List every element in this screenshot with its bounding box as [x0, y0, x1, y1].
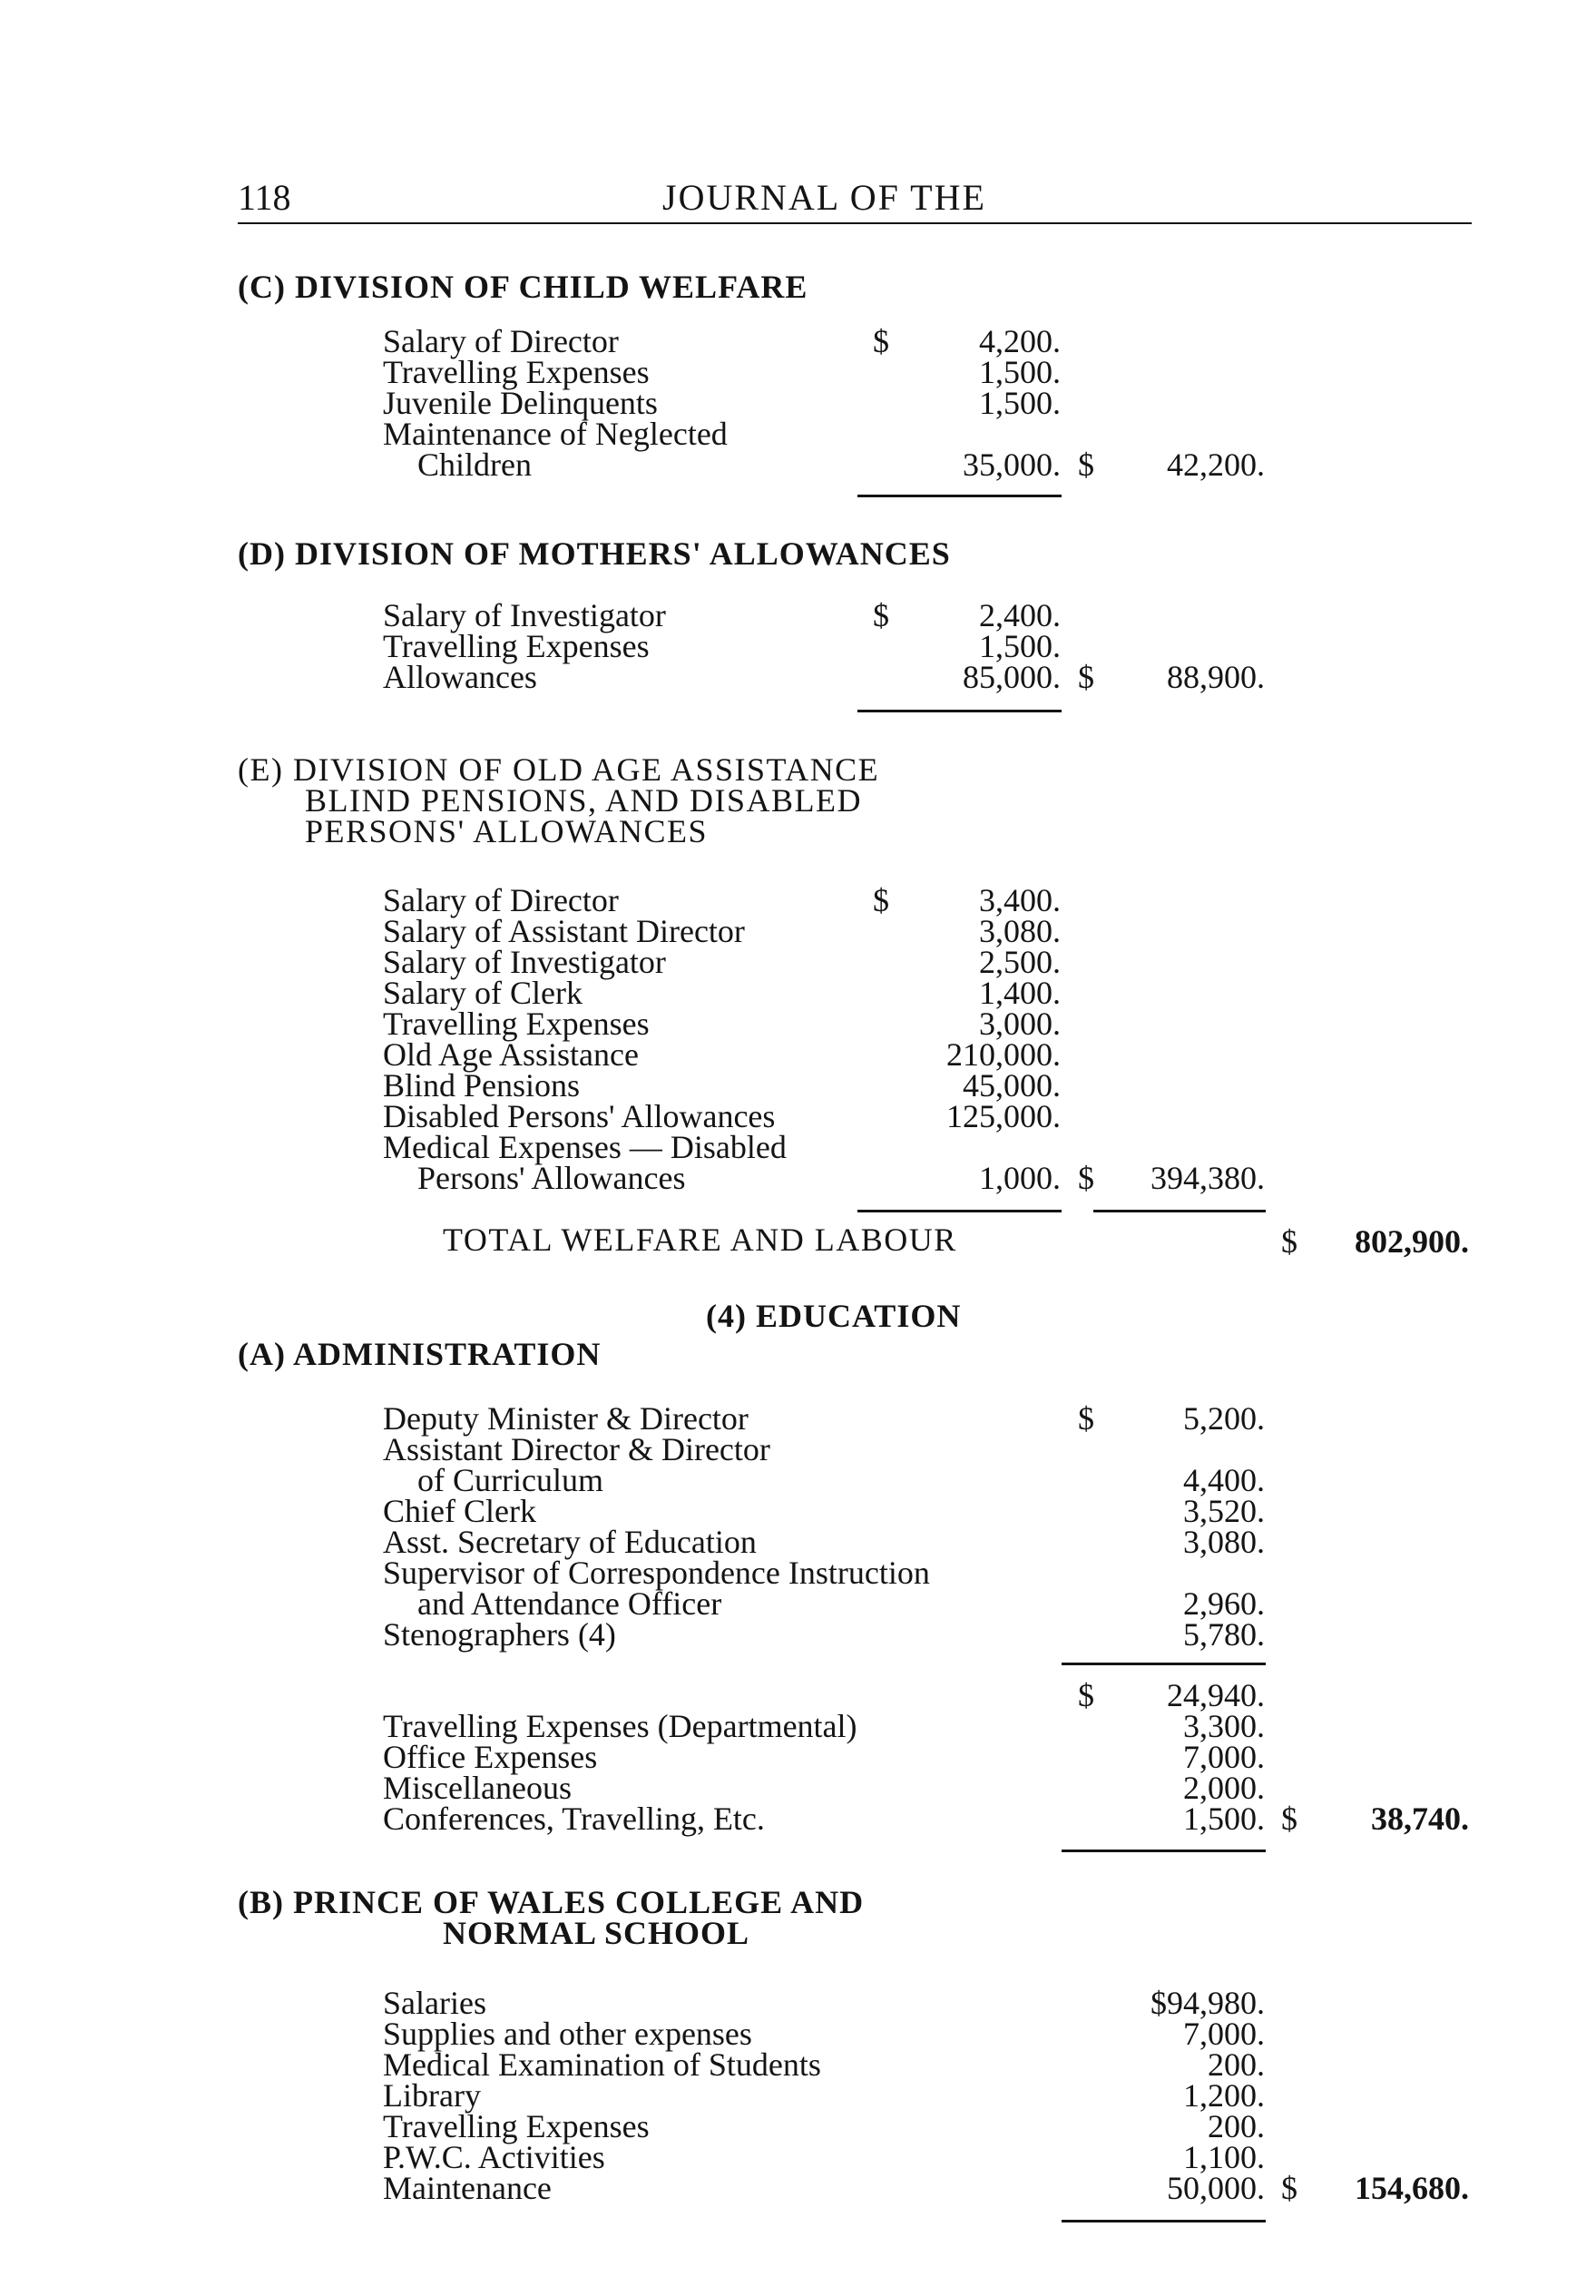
sec-e-item: Salary of Assistant Director — [383, 913, 745, 949]
sec-c-item: Maintenance of Neglected — [383, 416, 728, 452]
admin-item: Assistant Director & Director — [383, 1431, 770, 1467]
sum-rule — [857, 710, 1062, 712]
sec-e-item: Travelling Expenses — [383, 1006, 650, 1042]
sec-e-amount: 2,500. — [979, 944, 1061, 980]
sec-b-item: Maintenance — [383, 2170, 552, 2206]
sec-e-item: Persons' Allowances — [417, 1160, 686, 1196]
admin-item: Supervisor of Correspondence Instruction — [383, 1555, 930, 1591]
dollar-sign: $ — [873, 323, 889, 359]
page-number: 118 — [238, 177, 291, 218]
sec-b-amount: 1,100. — [1183, 2139, 1265, 2175]
sec-e-item: Medical Expenses — Disabled — [383, 1129, 787, 1165]
sec-b-item: P.W.C. Activities — [383, 2139, 605, 2175]
sec-d-item: Allowances — [383, 659, 537, 695]
sec-b-total: 154,680. — [1355, 2170, 1469, 2206]
sec-b-amount: 50,000. — [1167, 2170, 1265, 2206]
dollar-sign: $ — [1281, 1800, 1297, 1837]
total-welfare-label: TOTAL WELFARE AND LABOUR — [443, 1222, 957, 1258]
sec-b-item: Salaries — [383, 1985, 486, 2021]
sec-b-item: Library — [383, 2077, 481, 2114]
sec-b-item: Supplies and other expenses — [383, 2016, 752, 2052]
sec-b-amount: $94,980. — [1150, 1985, 1265, 2021]
sec-c-item: Juvenile Delinquents — [383, 385, 658, 421]
sec-d-item: Salary of Investigator — [383, 597, 666, 633]
admin-total: 38,740. — [1371, 1800, 1469, 1837]
dollar-sign: $ — [1078, 1677, 1094, 1713]
total-welfare-amount: 802,900. — [1355, 1223, 1469, 1260]
admin-other-amount: 1,500. — [1183, 1800, 1265, 1837]
admin-other-amount: 2,000. — [1183, 1770, 1265, 1806]
sec-d-item: Travelling Expenses — [383, 628, 650, 664]
admin-item: Stenographers (4) — [383, 1616, 616, 1653]
sec-e-item: Old Age Assistance — [383, 1036, 639, 1073]
admin-item: Deputy Minister & Director — [383, 1400, 749, 1437]
admin-title: (A) ADMINISTRATION — [238, 1336, 602, 1372]
section-c-title: (C) DIVISION OF CHILD WELFARE — [238, 269, 808, 305]
sec-e-subtotal: 394,380. — [1150, 1160, 1265, 1196]
running-title: JOURNAL OF THE — [662, 177, 986, 218]
dollar-sign: $ — [873, 882, 889, 918]
admin-other-item: Travelling Expenses (Departmental) — [383, 1708, 857, 1744]
sec-c-amount: 1,500. — [979, 354, 1061, 390]
admin-amount: 2,960. — [1183, 1585, 1265, 1622]
section-e-title: PERSONS' ALLOWANCES — [305, 813, 709, 849]
sec-b-item: Travelling Expenses — [383, 2108, 650, 2144]
sec-c-item: Travelling Expenses — [383, 354, 650, 390]
admin-amount: 5,200. — [1183, 1400, 1265, 1437]
sum-rule — [857, 1210, 1062, 1212]
sec-e-amount: 45,000. — [963, 1067, 1061, 1104]
sum-rule — [857, 495, 1062, 497]
sec-e-amount: 3,000. — [979, 1006, 1061, 1042]
sec-b-amount: 1,200. — [1183, 2077, 1265, 2114]
sec-c-item: Children — [417, 446, 532, 483]
admin-amount: 3,080. — [1183, 1524, 1265, 1560]
admin-amount: 5,780. — [1183, 1616, 1265, 1653]
admin-subtotal: 24,940. — [1167, 1677, 1265, 1713]
sec-e-amount: 125,000. — [946, 1098, 1061, 1134]
admin-item: Asst. Secretary of Education — [383, 1524, 757, 1560]
admin-amount: 3,520. — [1183, 1493, 1265, 1529]
section-d-title: (D) DIVISION OF MOTHERS' ALLOWANCES — [238, 535, 951, 572]
dollar-sign: $ — [1078, 1160, 1094, 1196]
sec-c-amount: 35,000. — [963, 446, 1061, 483]
section-b-title: NORMAL SCHOOL — [443, 1915, 750, 1951]
sum-rule — [1062, 1663, 1266, 1665]
dollar-sign: $ — [1281, 2170, 1297, 2206]
sec-e-item: Disabled Persons' Allowances — [383, 1098, 776, 1134]
sum-rule — [1062, 1850, 1266, 1852]
sec-b-amount: 7,000. — [1183, 2016, 1265, 2052]
sec-e-item: Blind Pensions — [383, 1067, 581, 1104]
sec-c-amount: 4,200. — [979, 323, 1061, 359]
sum-rule — [1062, 2220, 1266, 2222]
section-b-title: (B) PRINCE OF WALES COLLEGE AND — [238, 1884, 865, 1920]
sec-b-amount: 200. — [1208, 2108, 1265, 2144]
header-rule — [238, 222, 1472, 224]
dollar-sign: $ — [1281, 1223, 1297, 1260]
sec-e-amount: 210,000. — [946, 1036, 1061, 1073]
admin-item: of Curriculum — [417, 1462, 603, 1498]
sec-d-amount: 2,400. — [979, 597, 1061, 633]
admin-other-item: Miscellaneous — [383, 1770, 572, 1806]
admin-item: and Attendance Officer — [417, 1585, 722, 1622]
sec-b-item: Medical Examination of Students — [383, 2046, 821, 2083]
admin-other-item: Conferences, Travelling, Etc. — [383, 1800, 765, 1837]
dollar-sign: $ — [873, 597, 889, 633]
sec-c-subtotal: 42,200. — [1167, 446, 1265, 483]
sec-e-amount: 3,080. — [979, 913, 1061, 949]
sec-d-subtotal: 88,900. — [1167, 659, 1265, 695]
admin-other-amount: 7,000. — [1183, 1739, 1265, 1775]
education-heading: (4) EDUCATION — [706, 1298, 962, 1334]
sum-rule — [1093, 1210, 1266, 1212]
section-e-title: BLIND PENSIONS, AND DISABLED — [305, 782, 863, 819]
sec-e-amount: 3,400. — [979, 882, 1061, 918]
admin-item: Chief Clerk — [383, 1493, 536, 1529]
sec-e-item: Salary of Investigator — [383, 944, 666, 980]
admin-amount: 4,400. — [1183, 1462, 1265, 1498]
admin-other-item: Office Expenses — [383, 1739, 598, 1775]
sec-e-item: Salary of Director — [383, 882, 619, 918]
sec-c-amount: 1,500. — [979, 385, 1061, 421]
sec-e-amount: 1,000. — [979, 1160, 1061, 1196]
dollar-sign: $ — [1078, 659, 1094, 695]
sec-d-amount: 85,000. — [963, 659, 1061, 695]
section-e-title: (E) DIVISION OF OLD AGE ASSISTANCE — [238, 751, 880, 788]
admin-other-amount: 3,300. — [1183, 1708, 1265, 1744]
sec-e-item: Salary of Clerk — [383, 975, 583, 1011]
sec-c-item: Salary of Director — [383, 323, 619, 359]
sec-e-amount: 1,400. — [979, 975, 1061, 1011]
dollar-sign: $ — [1078, 446, 1094, 483]
sec-b-amount: 200. — [1208, 2046, 1265, 2083]
dollar-sign: $ — [1078, 1400, 1094, 1437]
sec-d-amount: 1,500. — [979, 628, 1061, 664]
